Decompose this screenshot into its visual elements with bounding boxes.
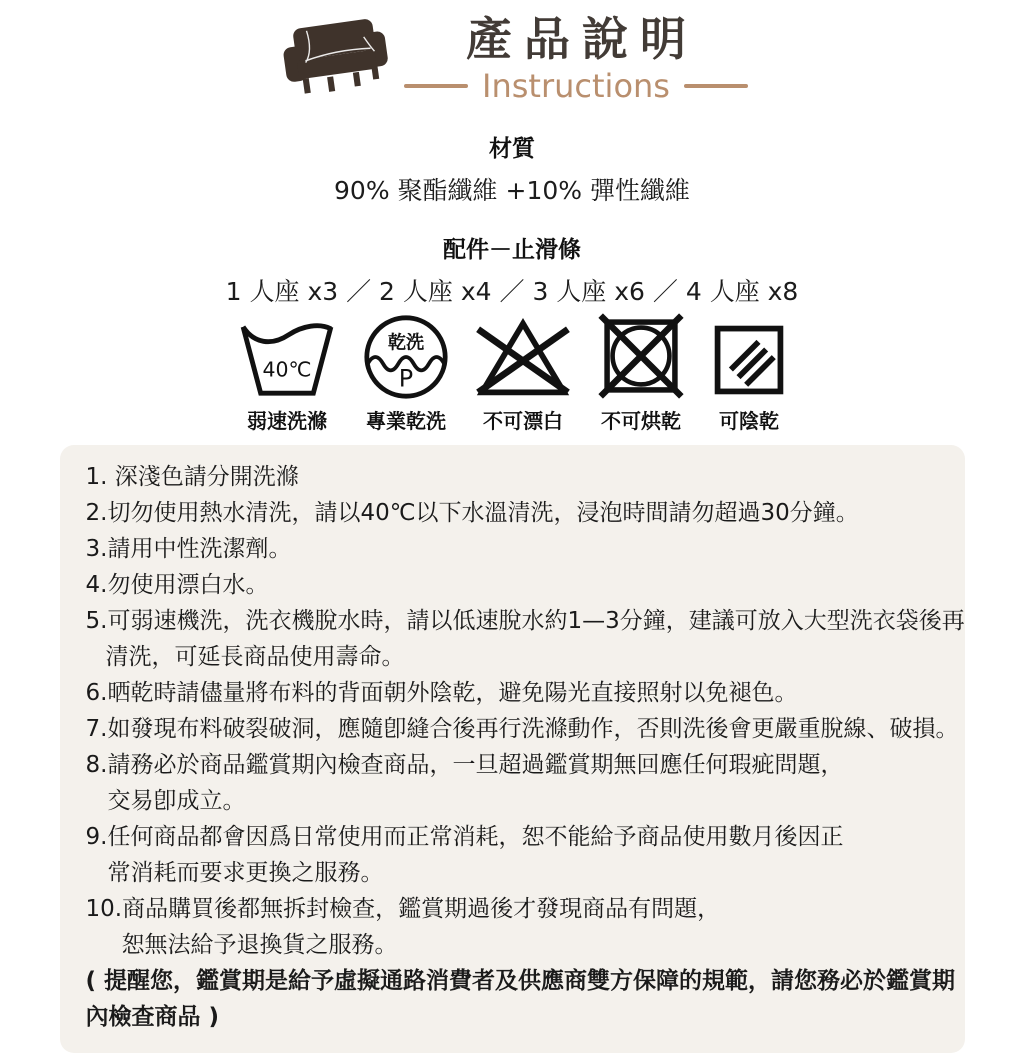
care-note-line: 常消耗而要求更換之服務。 [107, 860, 384, 886]
care-symbol-label: 可陰乾 [719, 409, 779, 433]
care-symbols-row [0, 330, 1024, 434]
care-note-line: 2.切勿使用熱水清洗，請以40℃以下水溫清洗，浸泡時間請勿超過30分鐘。 [85, 500, 859, 526]
shade-dry-icon [709, 320, 789, 400]
care-symbol-shade-dry [709, 320, 789, 434]
care-symbol-label: 不可漂白 [483, 409, 563, 433]
accessories-section [0, 231, 1024, 308]
care-symbol-label: 專業乾洗 [366, 409, 446, 433]
left-rule [404, 84, 468, 88]
accessories-heading: 配件－止滑條 [443, 237, 581, 263]
care-note-line: 4.勿使用漂白水。 [85, 572, 269, 598]
care-note-line: 3.請用中性洗潔劑。 [85, 536, 292, 562]
svg-text:P: P [398, 364, 414, 393]
care-note-line: 5.可弱速機洗，洗衣機脫水時，請以低速脫水約1—3分鐘，建議可放入大型洗衣袋後再 [85, 608, 965, 634]
subtitle-row [404, 66, 748, 105]
care-note-line: 清洗，可延長商品使用壽命。 [105, 644, 405, 670]
care-note-line: ( 提醒您，鑑賞期是給予虛擬通路消費者及供應商雙方保障的規範，請您務必於鑑賞期 [85, 968, 956, 994]
no-tumble-dry-icon [597, 312, 685, 400]
care-note-line: 6.晒乾時請儘量將布料的背面朝外陰乾，避免陽光直接照射以免褪色。 [85, 680, 798, 706]
svg-text:乾洗: 乾洗 [387, 332, 425, 354]
care-notes-card [60, 445, 965, 1053]
right-rule [684, 84, 748, 88]
page-title: 產品說明 [466, 12, 698, 66]
care-note-line: 1. 深淺色請分開洗滌 [85, 464, 299, 490]
care-note-line: 9.任何商品都會因爲日常使用而正常消耗，恕不能給予商品使用數月後因正 [85, 824, 844, 850]
wash-40-icon [235, 320, 339, 400]
care-note-line: 8.請務必於商品鑑賞期內檢查商品，一旦超過鑑賞期無回應任何瑕疵問題， [85, 752, 844, 778]
care-note-line: 交易卽成立。 [107, 788, 246, 814]
title-block [404, 14, 748, 104]
care-symbol-no-bleach [473, 314, 573, 434]
svg-text:40℃: 40℃ [262, 357, 312, 382]
care-note-line: 10.商品購買後都無拆封檢查，鑑賞期過後才發現商品有問題， [85, 896, 721, 922]
no-bleach-icon [473, 314, 573, 400]
care-symbol-dry-clean [363, 314, 449, 434]
care-note-line: 內檢查商品 ) [85, 1004, 220, 1030]
care-symbol-wash [235, 320, 339, 434]
material-heading: 材質 [489, 136, 535, 162]
sofa-icon [276, 14, 398, 106]
care-symbol-label: 不可烘乾 [601, 409, 681, 433]
material-value: 90% 聚酯纖維 +10% 彈性纖維 [334, 176, 690, 205]
care-note-line: 恕無法給予退換貨之服務。 [121, 932, 398, 958]
care-symbol-no-tumble-dry [597, 312, 685, 434]
care-note-line: 7.如發現布料破裂破洞，應隨卽縫合後再行洗滌動作，否則洗後會更嚴重脫線、破損。 [85, 716, 959, 742]
care-symbol-label: 弱速洗滌 [247, 409, 327, 433]
material-section [0, 130, 1024, 207]
dry-clean-p-icon [363, 314, 449, 400]
subtitle: Instructions [482, 66, 670, 105]
accessories-value: 1 人座 x3 ／ 2 人座 x4 ／ 3 人座 x6 ／ 4 人座 x8 [225, 277, 799, 306]
header [0, 0, 1024, 112]
